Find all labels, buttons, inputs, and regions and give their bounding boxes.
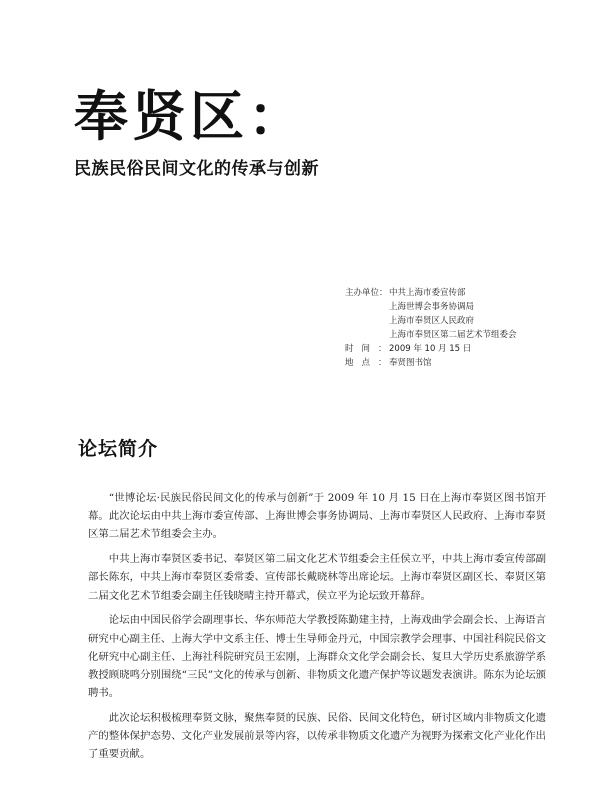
body-paragraph: “世博论坛·民族民俗民间文化的传承与创新”于 2009 年 10 月 15 日在上海市奉贤区图书馆开幕。此次论坛由中共上海市委宣传部、上海世博会事务协调局、上海市奉贤区人民政府、上海市奉贤区第二届艺术节组委会主办。: [88, 492, 546, 541]
time-value: 2009 年 10 月 15 日: [389, 344, 472, 354]
body-paragraph: 论坛由中国民俗学会副理事长、华东师范大学教授陈勤建主持，上海戏曲学会副会长、上海语言研究中心副主任、上海大学中文系主任、博士生导师金丹元，中国宗教学会理事、中国社科院民俗文化研究中心副主任、上海社科院研究员王宏刚，上海群众文化学会副会长、复旦大学历史系旅游学系教授顾晓鸣分别围绕“三民”文化的传承与创新、非物质文化遗产保护等议题发表演讲。陈东为论坛颁聘书。: [88, 614, 546, 700]
body-paragraph: 此次论坛积极梳理奉贤文脉，聚焦奉贤的民族、民俗、民间文化特色，研讨区域内非物质文化遗产的整体保护态势、文化产业发展前景等内容，以传承非物质文化遗产为视野为探索文化产业化作出了重要贡献。: [88, 712, 546, 761]
organizer-value: 上海市奉贤区第二届艺术节组委会: [389, 330, 517, 340]
event-info: [345, 286, 517, 370]
organizer-row: [345, 300, 517, 314]
time-row: [345, 342, 517, 356]
place-row: [345, 356, 517, 370]
time-label: 时间：: [345, 344, 395, 354]
main-title: 奉贤区：: [74, 84, 306, 148]
organizer-value: 上海世博会事务协调局: [389, 302, 475, 312]
section-body: [88, 489, 546, 770]
organizer-value: 上海市奉贤区人民政府: [389, 316, 475, 326]
organizer-row: [345, 286, 517, 300]
place-label: 地点：: [345, 358, 395, 368]
organizer-row: [345, 328, 517, 342]
subtitle: 民族民俗民间文化的传承与创新: [74, 159, 319, 179]
organizer-row: [345, 314, 517, 328]
organizer-label: 主办单位：: [345, 288, 388, 298]
body-paragraph: 中共上海市奉贤区委书记、奉贤区第二届文化艺术节组委会主任侯立平，中共上海市委宣传部副部长陈东，中共上海市奉贤区委常委、宣传部长戴晓林等出席论坛。上海市奉贤区副区长、奉贤区第二届文化艺术节组委会副主任钱晓晴主持开幕式，侯立平为论坛致开幕辞。: [88, 553, 546, 602]
organizer-value: 中共上海市委宣传部: [389, 288, 466, 298]
place-value: 奉贤图书馆: [389, 358, 432, 368]
section-heading: 论坛简介: [78, 438, 159, 460]
